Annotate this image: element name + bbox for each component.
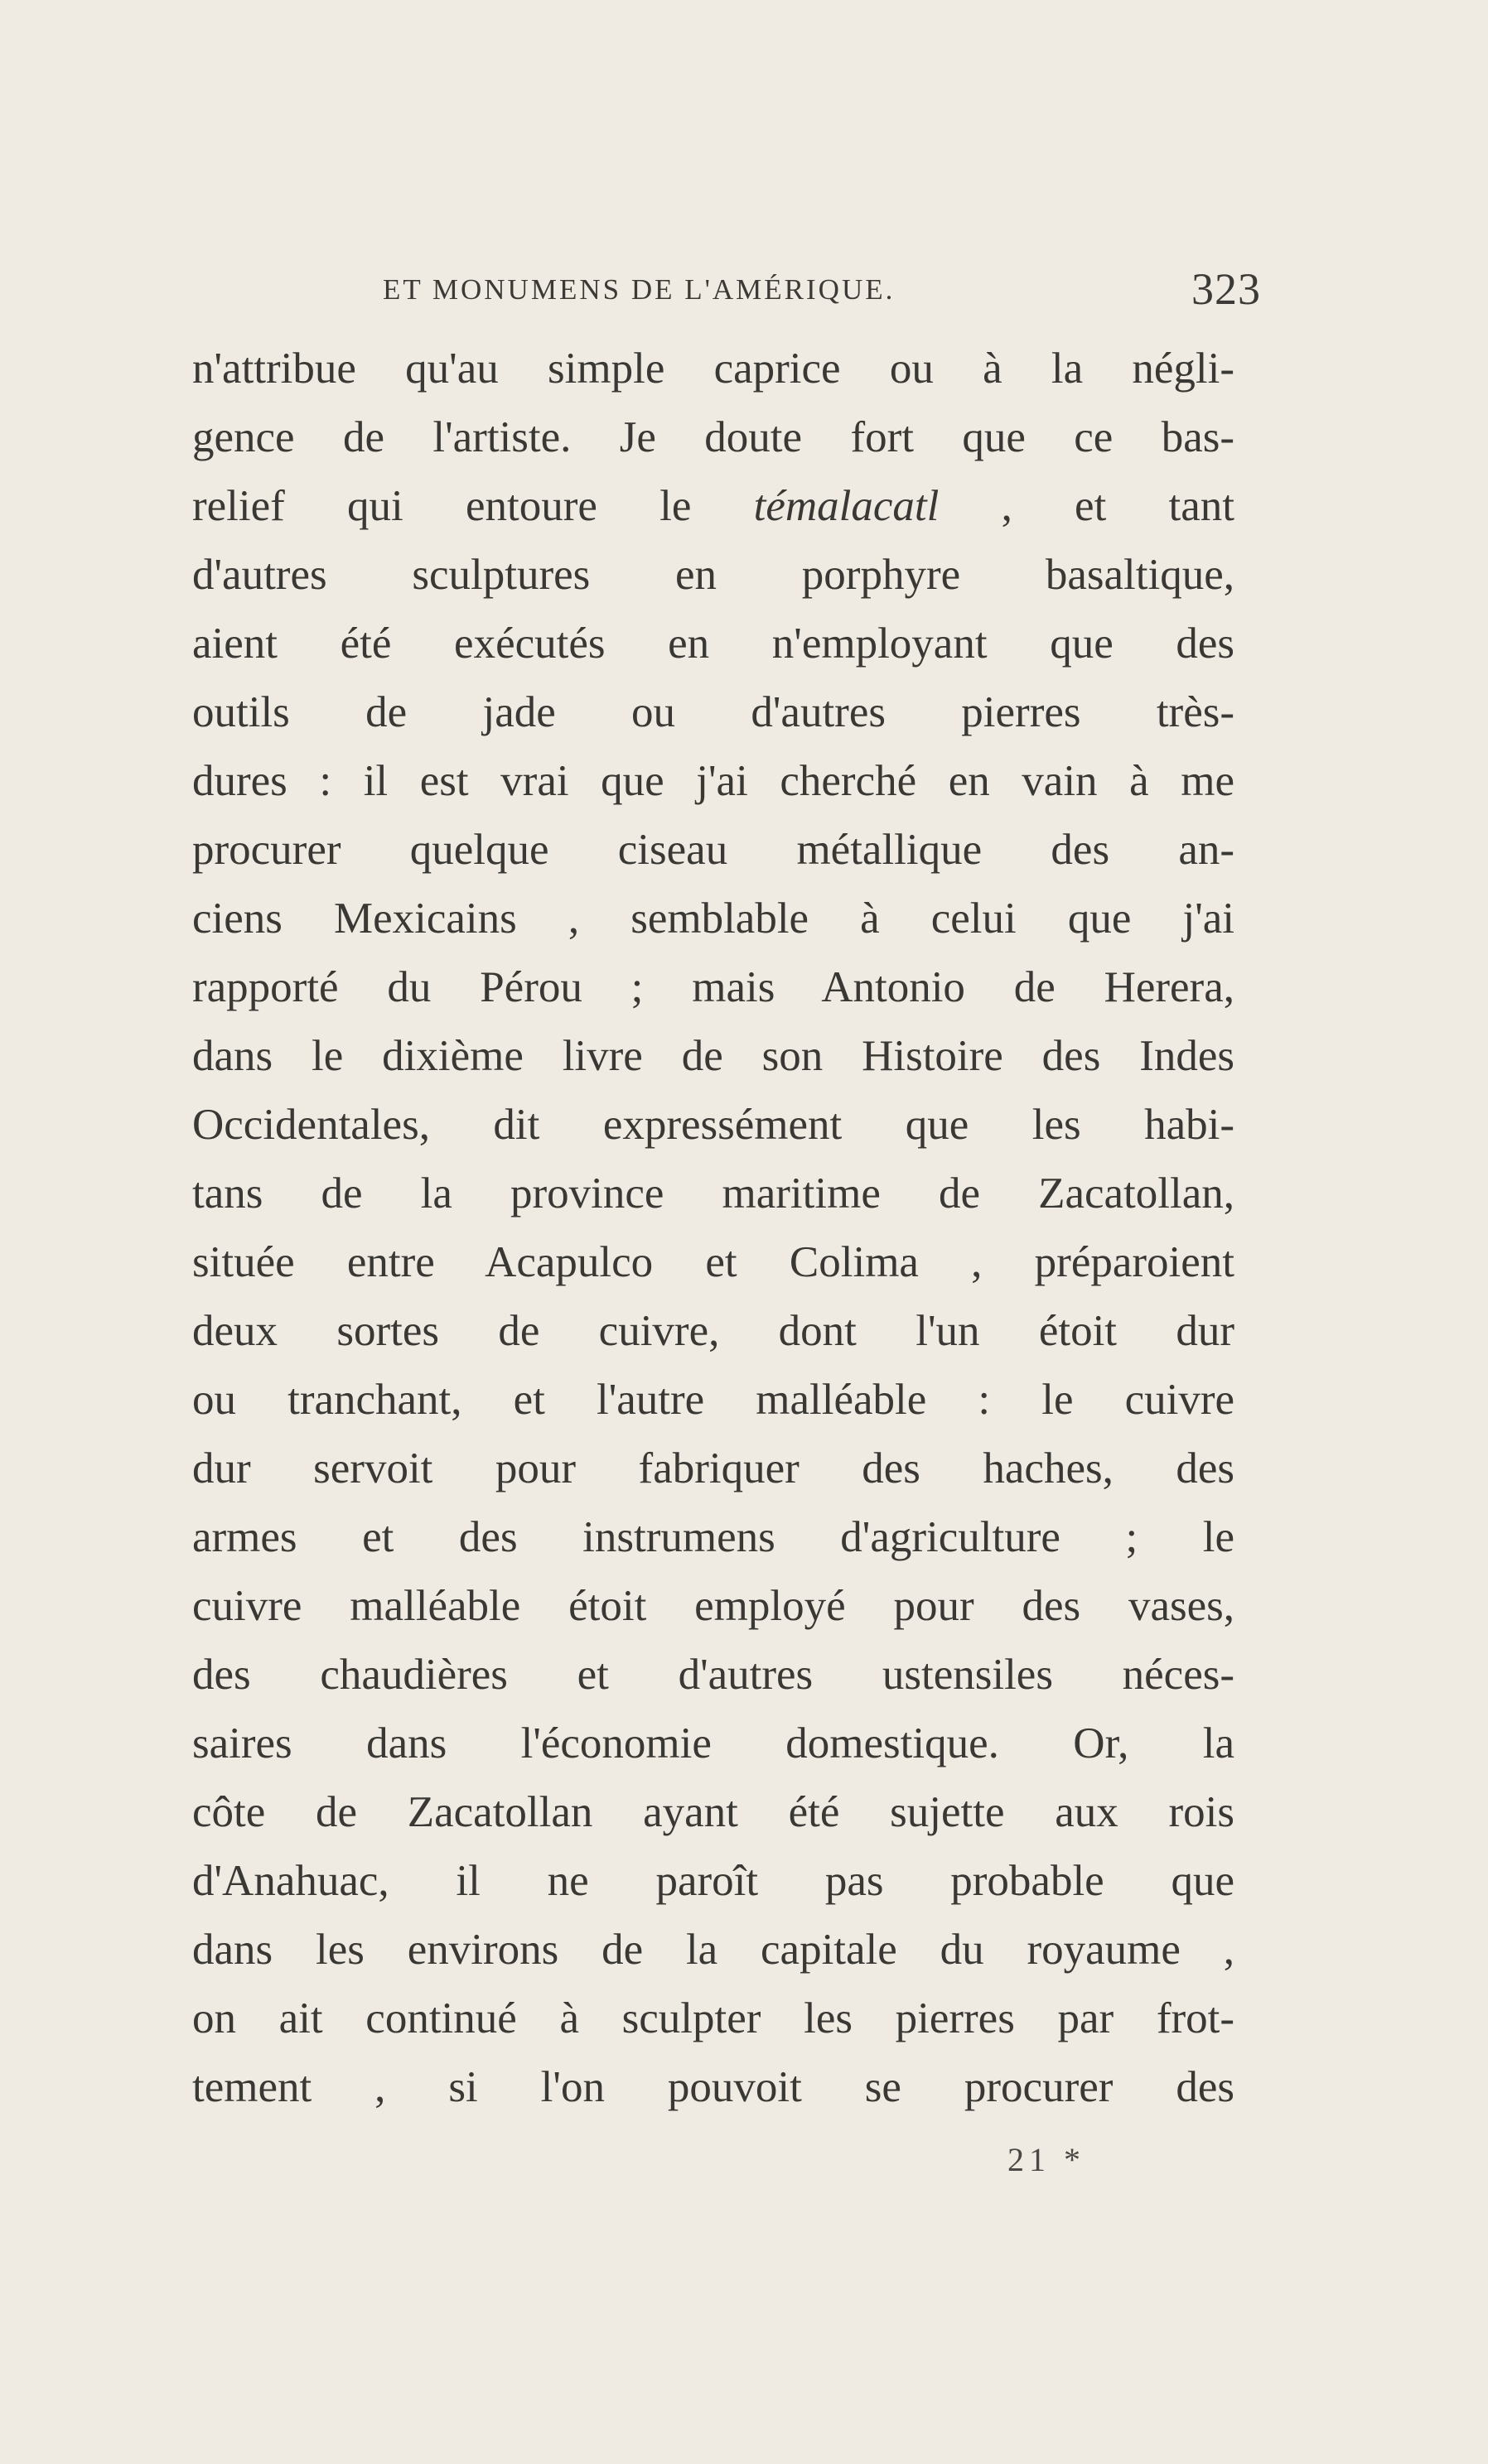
text-line: cuivre malléable étoit employé pour des vases, [192, 1582, 1234, 1630]
text-line: on ait continué à sculpter les pierres par frot- [192, 1994, 1234, 2042]
text-line: tement , si l'on pouvoit se procurer des [192, 2063, 1234, 2111]
italic-term: témalacatl [753, 482, 940, 530]
text-line: ou tranchant, et l'autre malléable : le cuivre [192, 1376, 1234, 1424]
body-text [192, 335, 1234, 2122]
page-number: 323 [1191, 264, 1261, 314]
text-line: deux sortes de cuivre, dont l'un étoit dur [192, 1307, 1234, 1355]
text-line: rapporté du Pérou ; mais Antonio de Herera, [192, 963, 1234, 1011]
text-line: d'autres sculptures en porphyre basaltique, [192, 551, 1234, 599]
text-line: dans le dixième livre de son Histoire des Indes [192, 1032, 1234, 1080]
text-line: dans les environs de la capitale du royaume , [192, 1926, 1234, 1974]
text-line: n'attribue qu'au simple caprice ou à la négli- [192, 345, 1234, 393]
text-line: gence de l'artiste. Je doute fort que ce bas- [192, 413, 1234, 461]
text-line: côte de Zacatollan ayant été sujette aux rois [192, 1788, 1234, 1836]
text-line: d'Anahuac, il ne paroît pas probable que [192, 1857, 1234, 1905]
signature-mark: 21 * [1007, 2141, 1085, 2178]
text-line: tans de la province maritime de Zacatollan, [192, 1169, 1234, 1218]
text-segment: , et tant [939, 482, 1234, 530]
text-line: ciens Mexicains , semblable à celui que j'ai [192, 894, 1234, 943]
text-line: Occidentales, dit expressément que les habi- [192, 1101, 1234, 1149]
text-line [192, 472, 1234, 541]
text-line: outils de jade ou d'autres pierres très- [192, 688, 1234, 736]
page-header [383, 263, 1261, 313]
text-line: armes et des instrumens d'agriculture ; le [192, 1513, 1234, 1561]
text-line: saires dans l'économie domestique. Or, la [192, 1719, 1234, 1767]
running-head: ET MONUMENS DE L'AMÉRIQUE. [383, 273, 896, 306]
text-line: procurer quelque ciseau métallique des an- [192, 826, 1234, 874]
text-line: dur servoit pour fabriquer des haches, des [192, 1444, 1234, 1492]
text-line: des chaudières et d'autres ustensiles néces- [192, 1651, 1234, 1699]
text-segment: relief qui entoure le [192, 482, 754, 530]
text-line: aient été exécutés en n'employant que des [192, 620, 1234, 668]
text-line: dures : il est vrai que j'ai cherché en vain à me [192, 757, 1234, 805]
text-line: située entre Acapulco et Colima , préparoient [192, 1238, 1234, 1286]
